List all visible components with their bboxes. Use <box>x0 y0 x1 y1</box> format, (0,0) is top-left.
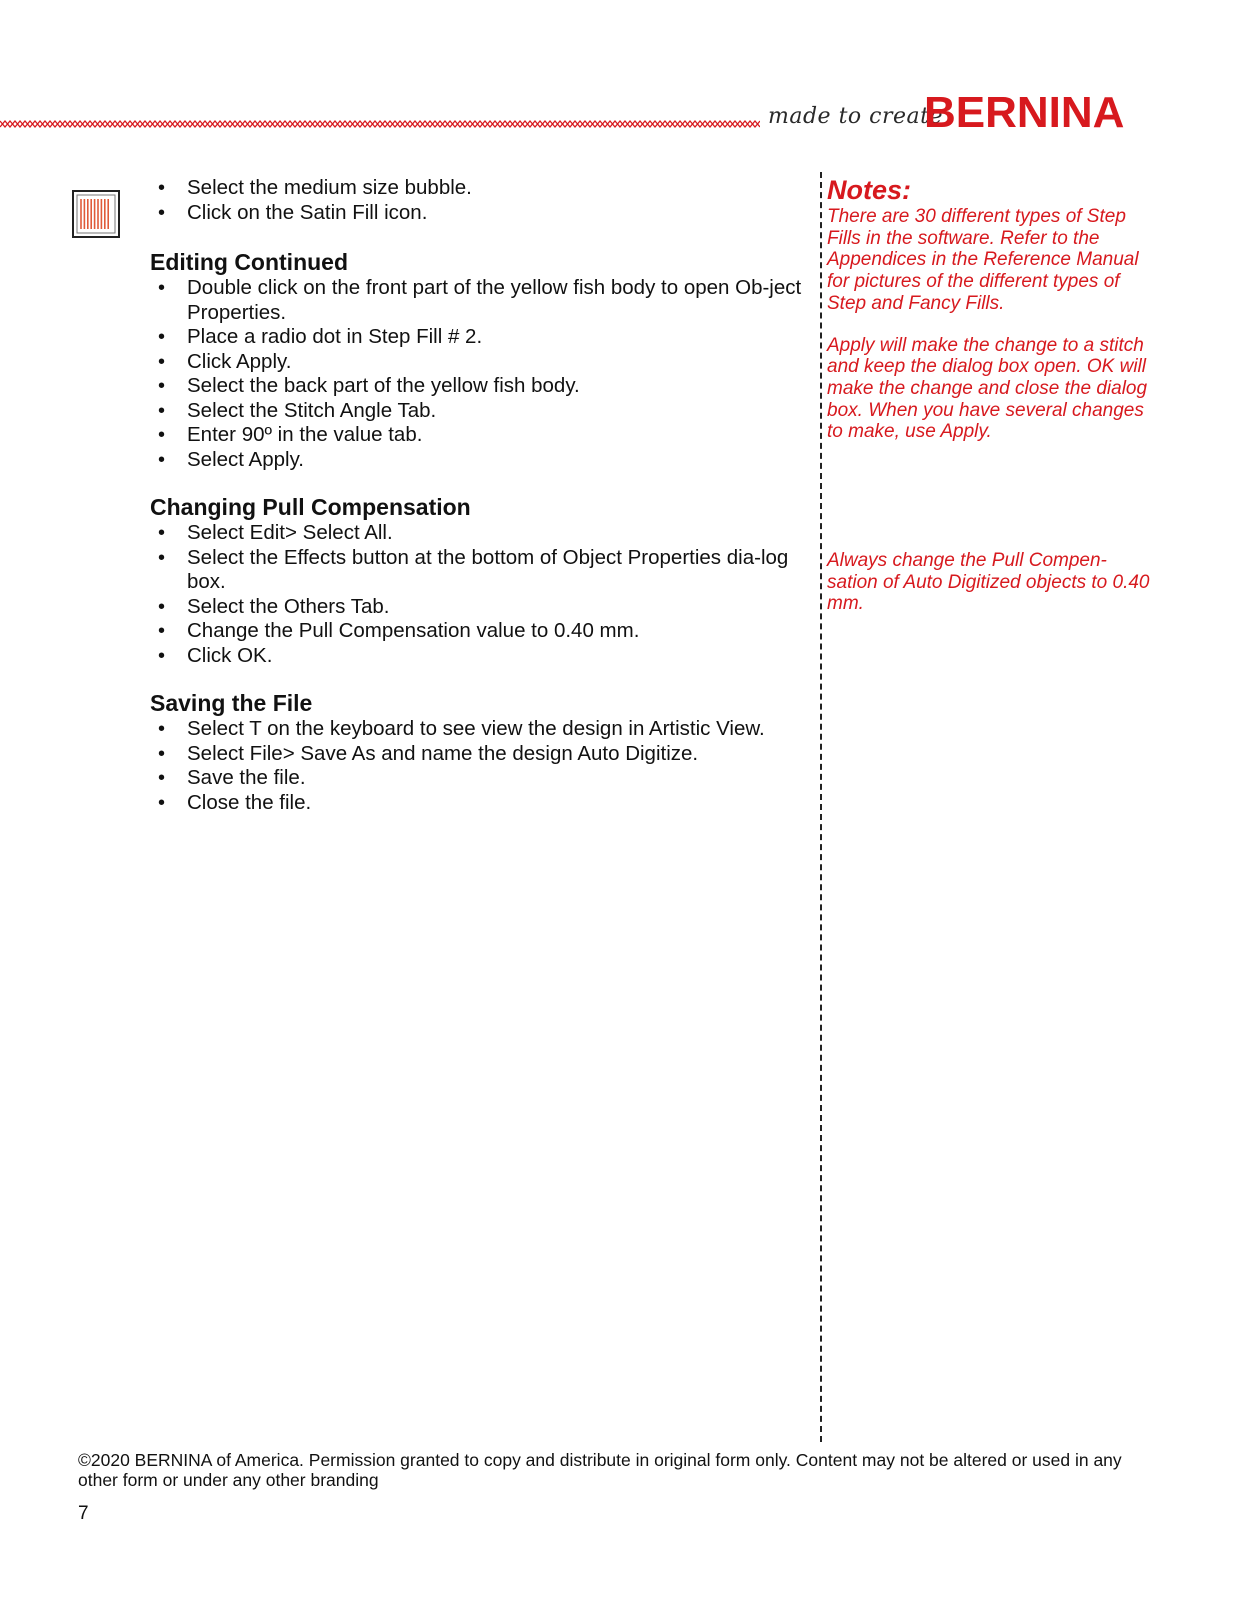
list-item: • Place a radio dot in Step Fill # 2. <box>150 325 820 350</box>
list-item: • Select the Others Tab. <box>150 595 820 620</box>
list-item: • Click Apply. <box>150 350 820 375</box>
list-item: • Select Apply. <box>150 448 820 473</box>
section-heading: Editing Continued <box>150 249 349 275</box>
bullet-list <box>150 521 820 668</box>
decorative-stitch-line <box>0 118 760 130</box>
bullet-list <box>150 717 820 815</box>
list-item: • Select the medium size bubble. <box>150 176 820 201</box>
brand-tagline: made to create <box>768 104 943 129</box>
list-item: • Select the Stitch Angle Tab. <box>150 399 820 424</box>
intro-bullet-list <box>150 176 820 225</box>
section-saving-file <box>150 690 820 815</box>
satin-fill-icon <box>72 190 120 238</box>
list-item: • Select the Effects button at the bottom of Object Properties dia-log box. <box>150 546 820 595</box>
note-text: Apply will make the change to a stitch and keep the dialog box open. OK will make the change and close the dialog box. When you have several changes to make, use Apply. <box>827 334 1148 443</box>
list-item: • Select File> Save As and name the design Auto Digitize. <box>150 742 820 767</box>
notes-title: Notes: <box>827 175 912 205</box>
list-item: • Double click on the front part of the yellow fish body to open Ob-ject Properties. <box>150 276 820 325</box>
list-item: • Change the Pull Compensation value to 0.40 mm. <box>150 619 820 644</box>
section-heading: Saving the File <box>150 690 313 716</box>
note-text: Always change the Pull Compen-sation of Auto Digitized objects to 0.40 mm. <box>827 550 1150 615</box>
list-item: • Close the file. <box>150 791 820 816</box>
notes-column <box>827 174 1157 615</box>
brand-logo: BERNINA <box>924 88 1125 137</box>
list-item: • Click OK. <box>150 644 820 669</box>
bullet-list <box>150 276 820 472</box>
section-heading: Changing Pull Compensation <box>150 494 471 520</box>
main-content <box>150 176 820 837</box>
list-item: • Select the back part of the yellow fish body. <box>150 374 820 399</box>
page-number: 7 <box>78 1503 89 1524</box>
list-item: • Save the file. <box>150 766 820 791</box>
note-text: There are 30 different types of Step Fills in the software. Refer to the Appendices in the Reference Manual for pictures of the different types of Step and Fancy Fills. <box>827 206 1139 314</box>
section-editing-continued <box>150 249 820 472</box>
column-divider <box>820 172 822 1442</box>
section-pull-compensation <box>150 494 820 668</box>
list-item: • Click on the Satin Fill icon. <box>150 201 820 226</box>
list-item: • Select Edit> Select All. <box>150 521 820 546</box>
copyright-notice: ©2020 BERNINA of America. Permission granted to copy and distribute in original form only. Content may not be altered or used in any other form or under any other branding <box>78 1450 1122 1490</box>
list-item: • Select T on the keyboard to see view the design in Artistic View. <box>150 717 820 742</box>
list-item: • Enter 90º in the value tab. <box>150 423 820 448</box>
